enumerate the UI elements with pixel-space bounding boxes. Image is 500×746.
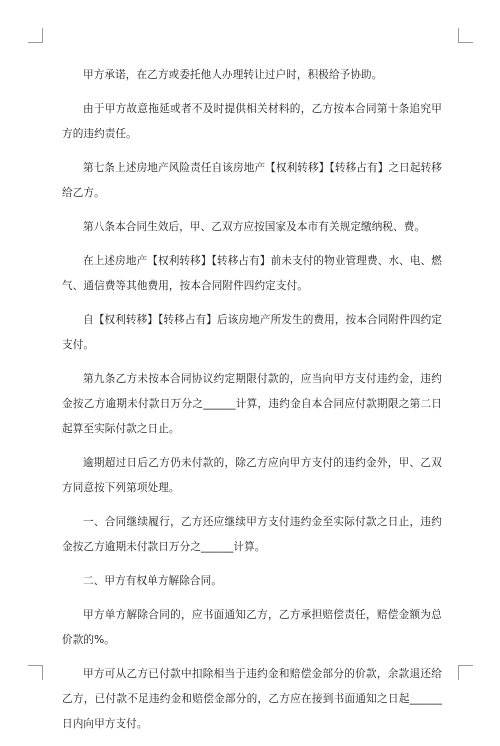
paragraph: 由于甲方故意拖延或者不及时提供相关材料的，乙方按本合同第十条追究甲方的违约责任。 xyxy=(62,103,442,140)
paragraph: 在上述房地产【权利转移】【转移占有】前未支付的物业管理费、水、电、燃气、通信费等其他费用，按本合同附件四约定支付。 xyxy=(62,255,442,292)
paragraph: 自【权利转移】【转移占有】后该房地产所发生的费用，按本合同附件四约定支付。 xyxy=(62,314,442,351)
paragraph: 二、甲方有权单方解除合同。 xyxy=(83,575,223,587)
paragraph: 一、合同继续履行，乙方还应继续甲方支付违约金至实际付款之日止，违约金按乙方逾期未付款日万分之______计算。 xyxy=(62,516,442,553)
crop-mark-top-right xyxy=(458,28,473,43)
crop-mark-bottom-right xyxy=(458,665,473,680)
paragraph: 甲方单方解除合同的，应书面通知乙方，乙方承担赔偿责任，赔偿金额为总价款的%。 xyxy=(62,609,442,646)
paragraph: 甲方可从乙方已付款中扣除相当于违约金和赔偿金部分的价款，余款退还给乙方，已付款不足违约金和赔偿金部分的，乙方应在接到书面通知之日起______日内向甲方支付。 xyxy=(62,668,442,730)
crop-mark-bottom-left xyxy=(28,665,43,680)
paragraph: 第七条上述房地产风险责任自该房地产【权利转移】【转移占有】之日起转移给乙方。 xyxy=(62,162,442,199)
paragraph: 甲方承诺，在乙方或委托他人办理转让过户时，积极给予协助。 xyxy=(83,69,383,81)
paragraph: 第八条本合同生效后，甲、乙双方应按国家及本市有关规定缴纳税、费。 xyxy=(83,221,426,233)
crop-mark-top-left xyxy=(28,28,43,43)
paragraph: 第九条乙方未按本合同协议约定期限付款的，应当向甲方支付违约金，违约金按乙方逾期未付款日万分之______计算，违约金自本合同应付款期限之第二日起算至实际付款之日止。 xyxy=(62,373,442,435)
document-body xyxy=(62,63,442,746)
paragraph: 逾期超过日后乙方仍未付款的，除乙方应向甲方支付的违约金外，甲、乙双方同意按下列第项处理。 xyxy=(62,457,442,494)
